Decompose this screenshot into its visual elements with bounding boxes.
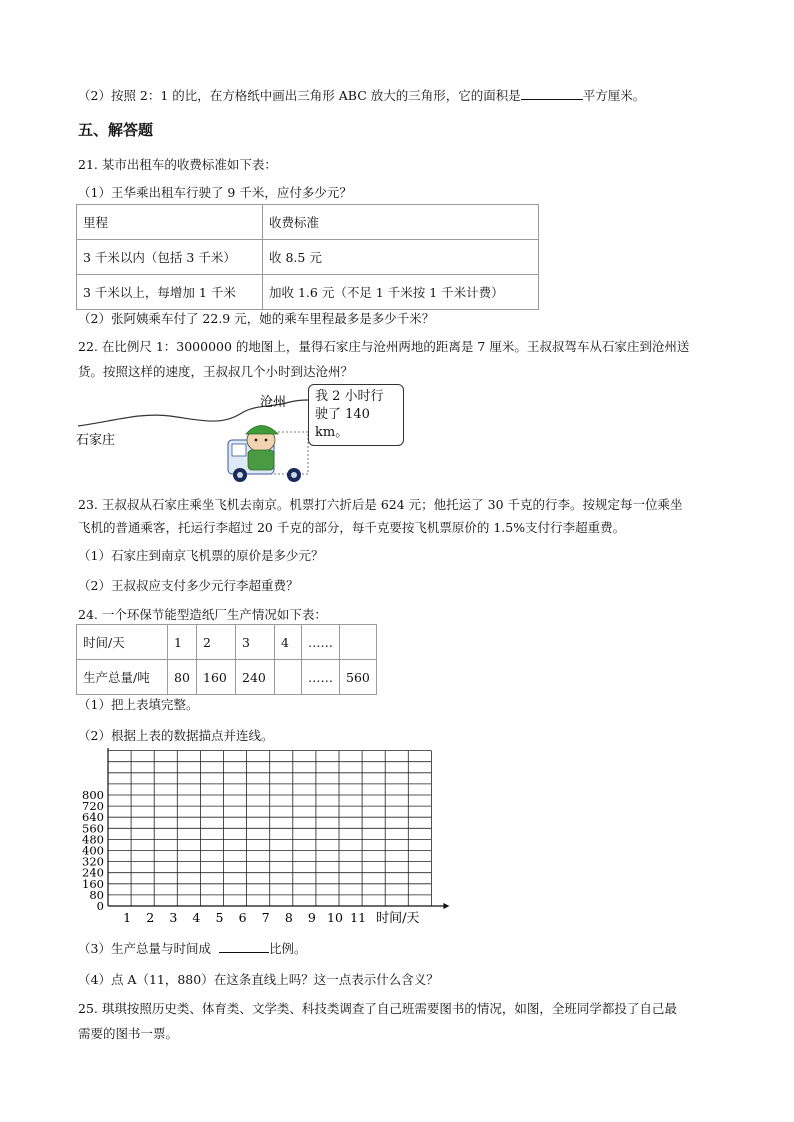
table-row [77,625,377,660]
y-tick-label: 320 [82,854,104,869]
q24-intro: 24. 一个环保节能型造纸厂生产情况如下表： [78,607,327,622]
x-tick-label: 4 [192,910,201,925]
table-cell: 1 [168,625,197,660]
y-tick-label: 800 [82,788,104,802]
speech-bubble [308,384,404,446]
y-tick-label: 560 [82,821,104,836]
q23-part1: （1）石家庄到南京飞机票的原价是多少元？ [78,548,324,563]
q24-part3-end: 比例。 [268,941,307,956]
table-cell [340,625,377,660]
x-tick-label: 1 [123,910,132,925]
x-tick-label: 8 [284,910,293,925]
q24-part2: （2）根据上表的数据描点并连线。 [78,728,274,743]
bubble-line1: 我 2 小时行 [315,389,384,404]
table-cell: …… [302,625,340,660]
answer-blank[interactable] [521,99,583,100]
table-cell: 3 千米以上，每增加 1 千米 [77,275,263,310]
answer-blank[interactable] [219,952,269,953]
q23-line1: 23. 王叔叔从石家庄乘坐飞机去南京。机票打六折后是 624 元；他托运了 30 千克的行李。按规定每一位乘坐 [78,497,683,512]
q24-part1: （1）把上表填完整。 [78,697,199,712]
q25-line1: 25. 琪琪按照历史类、体育类、文学类、科技类调查了自己班需要图书的情况，如图，全班同学都投了自己最 [78,1001,677,1016]
q20-part2-unit: 平方厘米。 [582,88,646,103]
section-title: 五、解答题 [78,121,154,139]
y-tick-label: 240 [82,865,104,880]
table-row [77,275,539,310]
table-cell: 收 8.5 元 [263,240,539,275]
table-cell: …… [302,660,340,695]
answer-cell[interactable] [275,660,302,695]
q23-line2: 飞机的普通乘客，托运行李超过 20 千克的部分，每千克要按飞机票原价的 1.5%支付行李超重费。 [78,520,626,535]
map-label-start: 石家庄 [76,433,116,448]
y-tick-label: 80 [89,887,104,902]
q24-part3 [78,939,306,957]
q20-part2-text: （2）按照 2：1 的比，在方格纸中画出三角形 ABC 放大的三角形，它的面积是 [78,88,521,103]
x-axis-label: 时间/天 [376,911,420,926]
bubble-line2: 驶了 140 km。 [315,407,370,440]
table-cell: 80 [168,660,197,695]
table-row [77,660,377,695]
x-tick-label: 3 [169,910,178,925]
x-tick-label: 2 [146,910,155,925]
production-grid-chart[interactable] [72,748,452,928]
x-tick-label: 7 [261,910,270,925]
table-header: 收费标准 [263,205,539,240]
table-row [77,205,539,240]
x-tick-label: 9 [307,910,316,925]
table-cell: 3 [236,625,275,660]
table-cell: 240 [236,660,275,695]
table-header: 里程 [77,205,263,240]
q21-part2: （2）张阿姨乘车付了 22.9 元，她的乘车里程最多是多少千米？ [78,311,435,326]
y-tick-label: 400 [82,843,104,858]
table-cell: 生产总量/吨 [77,660,168,695]
y-tick-label: 640 [82,810,104,825]
x-tick-label: 10 [327,910,343,925]
table-cell: 4 [275,625,302,660]
table-cell: 时间/天 [77,625,168,660]
q24-part4: （4）点 A（11，880）在这条直线上吗？这一点表示什么含义？ [78,972,439,987]
y-tick-label: 0 [96,899,104,913]
production-table [76,624,377,695]
q24-part3-text: （3）生产总量与时间成 [78,941,211,956]
x-axis-arrow [443,903,449,909]
table-row [77,240,539,275]
y-tick-label: 160 [82,876,104,891]
table-cell: 3 千米以内（包括 3 千米） [77,240,263,275]
fare-table [76,204,539,310]
q21-part1: （1）王华乘出租车行驶了 9 千米，应付多少元？ [78,185,352,200]
q23-part2: （2）王叔叔应支付多少元行李超重费？ [78,578,299,593]
q22-line2: 货。按照这样的速度，王叔叔几个小时到达沧州？ [78,364,354,379]
q22-line1: 22. 在比例尺 1：3000000 的地图上，量得石家庄与沧州两地的距离是 7 厘米。王叔叔驾车从石家庄到沧州送 [78,339,690,354]
x-tick-label: 11 [350,910,367,925]
table-cell: 2 [197,625,236,660]
x-tick-label: 6 [238,910,247,925]
table-cell: 加收 1.6 元（不足 1 千米按 1 千米计费） [263,275,539,310]
q20-part2 [78,86,645,104]
y-tick-label: 720 [82,799,104,814]
table-cell: 560 [340,660,377,695]
y-tick-label: 480 [82,832,104,847]
table-cell: 160 [197,660,236,695]
y-axis-label [112,748,186,749]
x-tick-label: 5 [215,910,224,925]
map-label-end: 沧州 [260,395,287,410]
q25-line2: 需要的图书一票。 [78,1026,179,1041]
q21-intro: 21. 某市出租车的收费标准如下表： [78,157,277,172]
